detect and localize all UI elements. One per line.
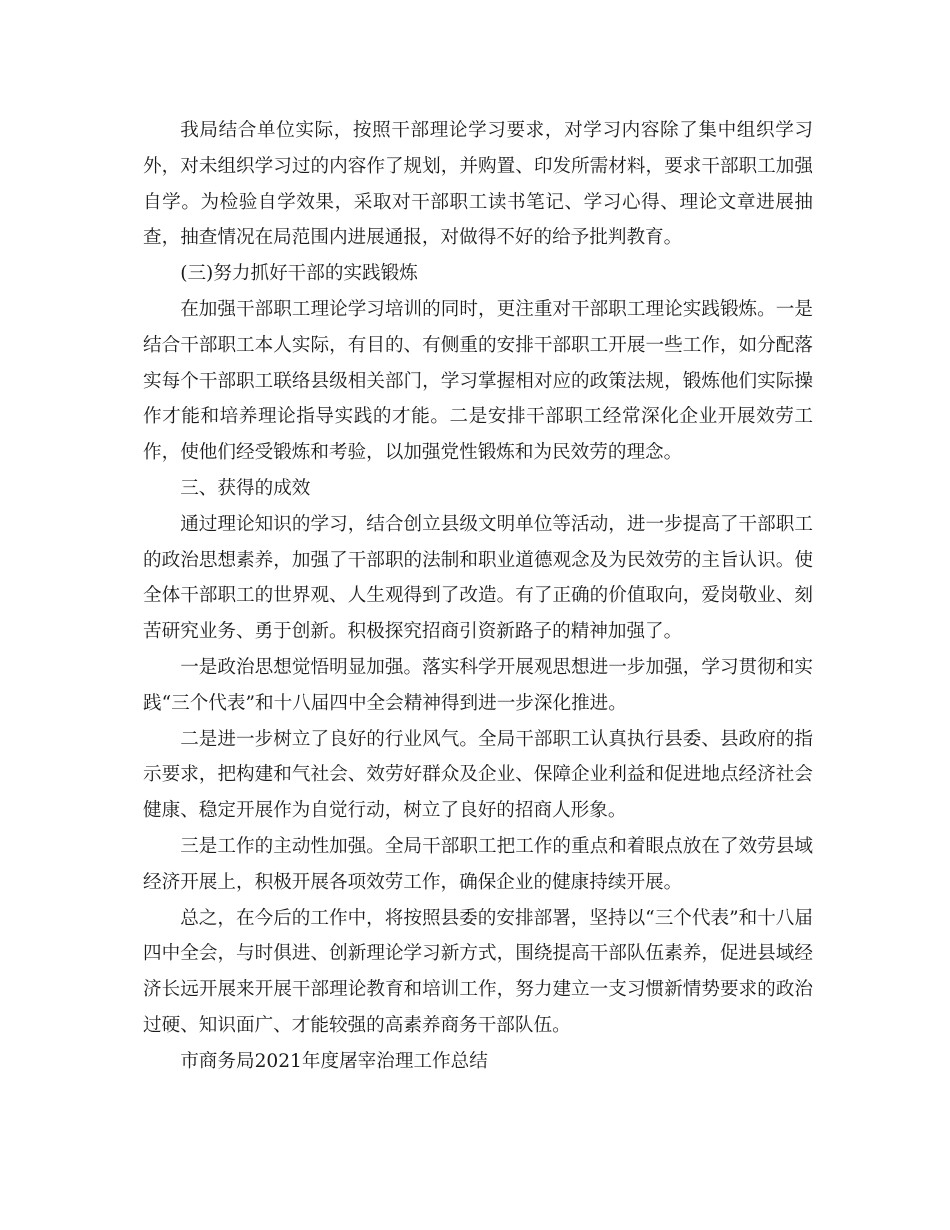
paragraph-result-two: 二是进一步树立了良好的行业风气。全局干部职工认真执行县委、县政府的指示要求，把构建和气社会、效劳好群众及企业、保障企业利益和促进地点经济社会健康、稳定开展作为自觉行动，树立了良好的招商人形象。 <box>143 728 813 822</box>
paragraph-conclusion: 总之，在今后的工作中，将按照县委的安排部署，坚持以“三个代表”和十八届四中全会，与时俱进、创新理论学习新方式，围绕提高干部队伍素养，促进县域经济长远开展来开展干部理论教育和培训工作，努力建立一支习惯新情势要求的政治过硬、知识面广、才能较强的高素养商务干部队伍。 <box>143 907 813 1036</box>
section-heading-results: 三、获得的成效 <box>180 477 311 499</box>
paragraph-result-three: 三是工作的主动性加强。全局干部职工把工作的重点和着眼点放在了效劳县域经济开展上，积极开展各项效劳工作，确保企业的健康持续开展。 <box>143 835 813 893</box>
paragraph-results: 通过理论知识的学习，结合创立县级文明单位等活动，进一步提高了干部职工的政治思想素养，加强了干部职的法制和职业道德观念及为民效劳的主旨认识。使全体干部职工的世界观、人生观得到了改造。有了正确的价值取向，爱岗敬业、刻苦研究业务、勇于创新。积极探究招商引资新路子的精神加强了。 <box>143 513 813 643</box>
paragraph-self-study: 我局结合单位实际，按照干部理论学习要求，对学习内容除了集中组织学习外，对未组织学习过的内容作了规划，并购置、印发所需材料，要求干部职工加强自学。为检验自学效果，采取对干部职工读书笔记、学习心得、理论文章进展抽查，抽查情况在局范围内进展通报，对做得不好的给予批判教育。 <box>143 120 813 249</box>
paragraph-practice: 在加强干部职工理论学习培训的同时，更注重对干部职工理论实践锻炼。一是结合干部职工本人实际，有目的、有侧重的安排干部职工开展一些工作，如分配落实每个干部职工联络县级相关部门，学习掌握相对应的政策法规，锻炼他们实际操作才能和培养理论指导实践的才能。二是安排干部职工经常深化企业开展效劳工作，使他们经受锻炼和考验，以加强党性锻炼和为民效劳的理念。 <box>143 298 813 464</box>
section-heading-practice: (三)努力抓好干部的实践锻炼 <box>180 263 418 285</box>
document-body <box>143 113 813 1080</box>
paragraph-result-one: 一是政治思想觉悟明显加强。落实科学开展观思想进一步加强，学习贯彻和实践“三个代表”和十八届四中全会精神得到进一步深化推进。 <box>143 656 813 714</box>
next-document-title: 市商务局2021年度屠宰治理工作总结 <box>180 1050 488 1072</box>
